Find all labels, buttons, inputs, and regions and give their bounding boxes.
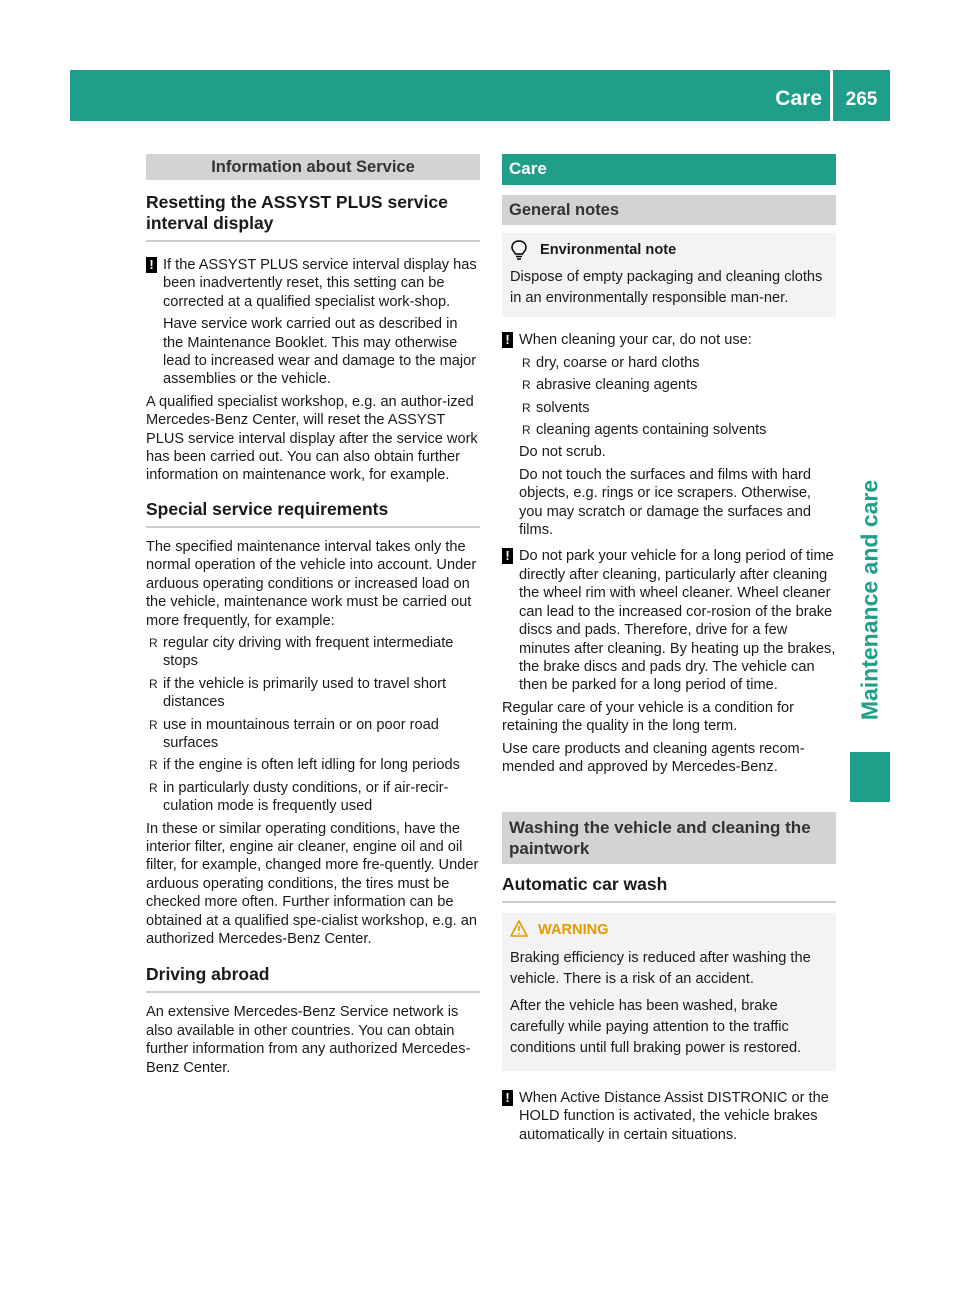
list-item: R abrasive cleaning agents bbox=[522, 377, 698, 394]
left-column bbox=[146, 154, 480, 1081]
note-distronic bbox=[502, 1089, 836, 1144]
warning-heading: WARNING bbox=[510, 921, 828, 939]
section-bar-general-notes: General notes bbox=[502, 195, 836, 225]
bullet-icon: R bbox=[149, 676, 158, 691]
exclamation-icon: ! bbox=[502, 332, 513, 348]
bullet-icon: R bbox=[522, 355, 531, 370]
paragraph: Use care products and cleaning agents recom-mended and approved by Mercedes-Benz. bbox=[502, 740, 805, 775]
environmental-note-box bbox=[502, 233, 836, 317]
heading-automatic-car-wash: Automatic car wash bbox=[502, 874, 836, 903]
bullet-icon: R bbox=[149, 717, 158, 732]
list-item: R use in mountainous terrain or on poor road surfaces bbox=[149, 716, 439, 751]
list-item: R solvents bbox=[522, 399, 590, 416]
bullet-icon: R bbox=[522, 400, 531, 415]
heading-reset-assyst: Resetting the ASSYST PLUS service interval display bbox=[146, 192, 480, 242]
section-bar-service: Information about Service bbox=[146, 154, 480, 180]
warning-box bbox=[502, 913, 836, 1070]
exclamation-icon: ! bbox=[502, 548, 513, 564]
environmental-note-heading: Environmental note bbox=[510, 241, 828, 259]
heading-driving-abroad: Driving abroad bbox=[146, 964, 480, 993]
chapter-label: Maintenance and care bbox=[856, 479, 883, 721]
environmental-note-text: Dispose of empty packaging and cleaning cloths in an environmentally responsible man-ner. bbox=[510, 269, 823, 307]
list-item: R in particularly dusty conditions, or if air-recir-culation mode is frequently used bbox=[149, 779, 449, 815]
note-text: When cleaning your car, do not use: bbox=[519, 332, 752, 349]
note-text: Have service work carried out as described in the Maintenance Booklet. This may otherwise lead to increased wear and damage to the major assemblies or the vehicle. bbox=[163, 316, 477, 388]
warning-text: Braking efficiency is reduced after washing the vehicle. There is a risk of an accident. bbox=[510, 949, 811, 987]
lightbulb-icon bbox=[510, 239, 528, 261]
heading-special-service: Special service requirements bbox=[146, 499, 480, 528]
chapter-side-tab bbox=[850, 470, 890, 730]
list-item: R cleaning agents containing solvents bbox=[522, 422, 767, 439]
note-cleaning bbox=[502, 331, 836, 539]
note-text: When Active Distance Assist DISTRONIC or the HOLD function is activated, the vehicle brakes automatically in certain situations. bbox=[519, 1089, 829, 1143]
warning-text: After the vehicle has been washed, brake carefully while paying attention to the traffic conditions until full braking power is restored. bbox=[510, 997, 802, 1056]
section-bar-washing: Washing the vehicle and cleaning the paintwork bbox=[502, 812, 836, 864]
note-text: Do not park your vehicle for a long period of time directly after cleaning, particularly after cleaning the wheel rim with wheel cleaner. Wheel cleaner can lead to the increased cor-rosion of the brake discs and pads. Therefore, drive for a few minutes after cleaning. By heating up the brakes, the brake discs and pads dry. The vehicle can then be parked for a long period of time. bbox=[519, 548, 836, 694]
paragraph: An extensive Mercedes-Benz Service network is also available in other countries. You can obtain further information from any authorized Mercedes-Benz Center. bbox=[146, 1004, 471, 1076]
paragraph: The specified maintenance interval takes only the normal operation of the vehicle into account. Under arduous operating conditions or increased load on the vehicle, maintenance work must be carried out more frequently, for example: bbox=[146, 538, 477, 629]
header-title: Care bbox=[775, 87, 822, 110]
bullet-icon: R bbox=[149, 635, 158, 650]
note-text: If the ASSYST PLUS service interval display has been inadvertently reset, this setting can be corrected at a qualified specialist work-shop. bbox=[163, 257, 477, 310]
list-item: R regular city driving with frequent intermediate stops bbox=[149, 634, 454, 670]
bullet-icon: R bbox=[522, 423, 531, 438]
note-text: Do not scrub. bbox=[519, 444, 606, 461]
list-do-not-use bbox=[519, 354, 836, 440]
bullet-icon: R bbox=[149, 780, 158, 795]
note-reset bbox=[146, 256, 480, 389]
list-item: R if the engine is often left idling for long periods bbox=[149, 757, 460, 774]
list-special-conditions bbox=[146, 634, 480, 816]
bullet-icon: R bbox=[149, 758, 158, 773]
section-bar-care: Care bbox=[502, 154, 836, 185]
warning-triangle-icon bbox=[510, 920, 528, 937]
page-number: 265 bbox=[845, 89, 878, 110]
exclamation-icon: ! bbox=[502, 1090, 513, 1106]
list-item: R if the vehicle is primarily used to travel short distances bbox=[149, 675, 447, 711]
paragraph: In these or similar operating conditions, have the interior filter, engine air cleaner, engine oil and oil filter, for example, changed more fre-quently. Under arduous operating conditions, the tires must be checked more often. Further information can be obtained at a qualified spe-cialist workshop, e.g. an authorized Mercedes-Benz Center. bbox=[146, 820, 479, 947]
exclamation-icon: ! bbox=[146, 257, 157, 273]
page-header-bar bbox=[70, 70, 890, 121]
bullet-icon: R bbox=[522, 378, 531, 393]
chapter-marker bbox=[850, 752, 890, 802]
note-parking bbox=[502, 547, 836, 694]
paragraph: A qualified specialist workshop, e.g. an author-ized Mercedes-Benz Center, will reset the ASSYST PLUS service interval display after the service work has been carried out. You can also obtain further information on maintenance work, for example. bbox=[146, 393, 478, 484]
right-column bbox=[502, 154, 836, 1148]
list-item: R dry, coarse or hard cloths bbox=[522, 354, 700, 371]
note-text: Do not touch the surfaces and films with hard objects, e.g. rings or ice scrapers. Otherwise, you may scratch or damage the surfaces and films. bbox=[519, 466, 812, 539]
paragraph: Regular care of your vehicle is a condition for retaining the quality in the long term. bbox=[502, 699, 795, 735]
